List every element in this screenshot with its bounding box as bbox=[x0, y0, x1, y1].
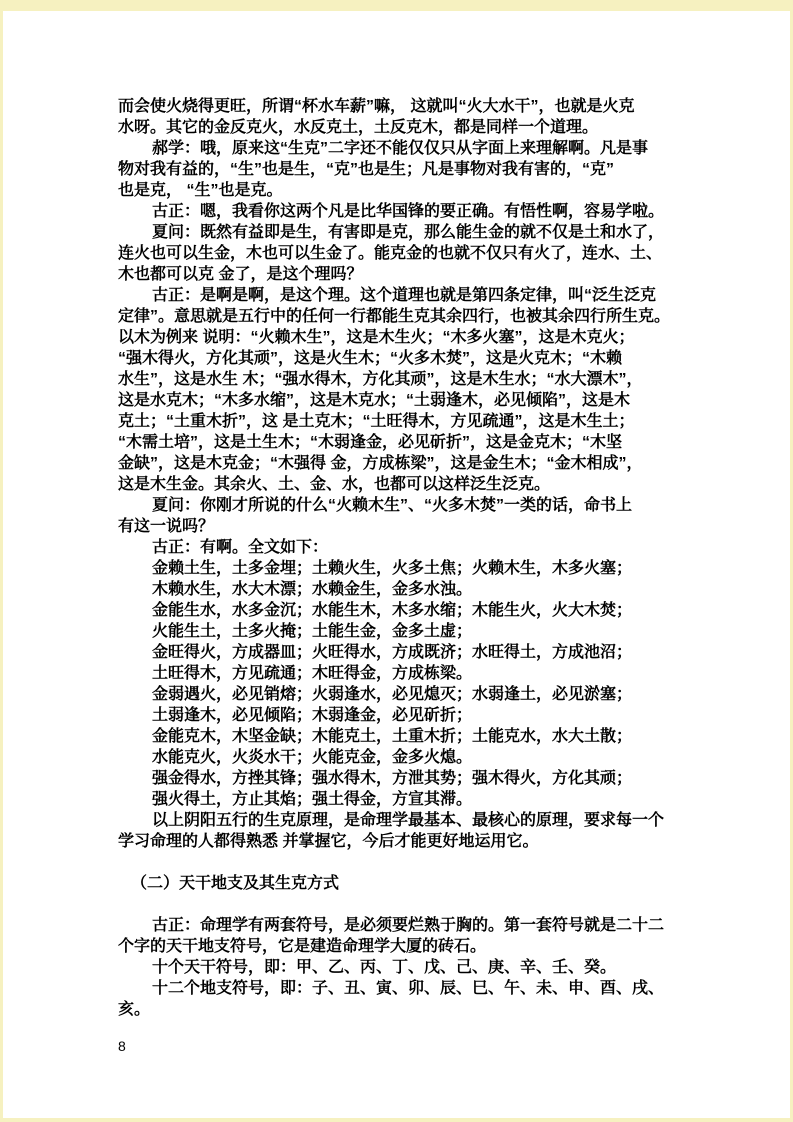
text-line: 金能生水，水多金沉；水能生木，木多水缩；木能生火，火大木焚； bbox=[152, 602, 633, 619]
text-line: 这是木生金。其余火、土、金、水，也都可以这样泛生泛克。 bbox=[118, 476, 551, 493]
text-line: 这是水克木；“木多水缩”，这是木克水；“土弱逢木，必见倾陷”，这是木 bbox=[118, 392, 631, 409]
text-line: 火能生土，土多火掩；土能生金，金多土虚； bbox=[152, 623, 473, 640]
text-line: 水生”，这是水生 木；“强水得木，方化其顽”，这是木生水；“水大漂木”， bbox=[118, 371, 643, 388]
text-line: 夏问：既然有益即是生，有害即是克，那么能生金的就不仅是土和水了， bbox=[152, 224, 665, 241]
text-line: 十个天干符号，即：甲、乙、丙、丁、戊、己、庚、辛、壬、癸。 bbox=[152, 959, 617, 976]
text-line: 强金得水，方挫其锋；强水得木，方泄其势；强木得火，方化其顽； bbox=[152, 770, 633, 787]
text-line: 连火也可以生金，木也可以生金了。能克金的也就不仅只有火了，连水、土、 bbox=[118, 245, 663, 262]
text-line: 郝学：哦，原来这“生克”二字还不能仅仅只从字面上来理解啊。凡是事 bbox=[152, 140, 649, 157]
text-line: 十二个地支符号，即：子、丑、寅、卯、辰、巳、午、未、申、酉、戌、 bbox=[152, 980, 665, 997]
section-heading: （二）天干地支及其生克方式 bbox=[131, 875, 340, 892]
text-line: 物对我有益的，“生”也是生，“克”也是生；凡是事物对我有害的，“克” bbox=[118, 161, 615, 178]
text-line: 金弱遇火，必见销熔；火弱逢水，必见熄灭；水弱逢土，必见淤塞； bbox=[152, 686, 633, 703]
text-line: 土旺得木，方见疏通；木旺得金，方成栋梁。 bbox=[152, 665, 473, 682]
text-line: 以木为例来 说明：“火赖木生”，这是木生火；“木多火塞”，这是木克火； bbox=[118, 329, 635, 346]
text-line: 金缺”，这是木克金；“木强得 金，方成栋梁”，这是金生木；“金木相成”， bbox=[118, 455, 643, 472]
text-line: 水能克火，火炎水干；火能克金，金多火熄。 bbox=[152, 749, 473, 766]
text-line: 个字的天干地支符号，它是建造命理学大厦的砖石。 bbox=[118, 938, 487, 955]
text-line: 木赖水生，水大木漂；水赖金生，金多水浊。 bbox=[152, 581, 473, 598]
text-lines bbox=[118, 96, 690, 1020]
text-line: 古正：命理学有两套符号，是必须要烂熟于胸的。第一套符号就是二十二 bbox=[152, 917, 665, 934]
text-line: 强火得土，方止其焰；强土得金，方宣其滞。 bbox=[152, 791, 473, 808]
text-line: 有这一说吗？ bbox=[118, 518, 215, 535]
text-line: 夏问：你刚才所说的什么“火赖木生”、“火多木焚”一类的话，命书上 bbox=[152, 497, 633, 514]
text-line: 亥。 bbox=[118, 1001, 151, 1018]
text-line: 学习命理的人都得熟悉 并掌握它，今后才能更好地运用它。 bbox=[118, 833, 539, 850]
text-line: 古正：有啊。全文如下： bbox=[152, 539, 329, 556]
text-line: 金赖土生，土多金埋；土赖火生，火多土焦；火赖木生，木多火塞； bbox=[152, 560, 633, 577]
text-line: 土弱逢木，必见倾陷；木弱逢金，必见斫折； bbox=[152, 707, 473, 724]
text-line: 而会使火烧得更旺，所谓“杯水车薪”嘛， 这就叫“火大水干”，也就是火克 bbox=[118, 98, 635, 115]
text-line: 金能克木，木坚金缺；木能克土，土重木折；土能克水，水大土散； bbox=[152, 728, 633, 745]
text-line: 古正：嗯，我看你这两个凡是比华国锋的要正确。有悟性啊，容易学啦。 bbox=[152, 203, 665, 220]
text-line: 金旺得火，方成器皿；火旺得水，方成既济；水旺得土，方成池沼； bbox=[152, 644, 633, 661]
document-page bbox=[3, 11, 790, 1118]
text-line: 水呀。其它的金反克火，水反克土，土反克木，都是同样一个道理。 bbox=[118, 119, 599, 136]
text-line: “强木得火，方化其顽”，这是火生木；“火多木焚”，这是火克木；“木赖 bbox=[118, 350, 623, 367]
text-line: 以上阴阳五行的生克原理，是命理学最基本、最核心的原理，要求每一个 bbox=[152, 812, 665, 829]
text-line: 定律”。意思就是五行中的任何一行都能生克其余四行，也被其余四行所生克。 bbox=[118, 308, 671, 325]
text-line: 克土；“土重木折”，这 是土克木；“土旺得木，方见疏通”，这是木生土； bbox=[118, 413, 635, 430]
text-line: “木需土培”，这是土生木；“木弱逢金，必见斫折”，这是金克木；“木坚 bbox=[118, 434, 623, 451]
text-line: 古正：是啊是啊，是这个理。这个道理也就是第四条定律，叫“泛生泛克 bbox=[152, 287, 657, 304]
page-number: 8 bbox=[118, 1038, 126, 1054]
blank-line bbox=[118, 852, 690, 873]
text-line: 木也都可以克 金了，是这个理吗？ bbox=[118, 266, 363, 283]
text-line: 也是克， “生”也是克。 bbox=[118, 182, 283, 199]
blank-line bbox=[118, 894, 690, 915]
